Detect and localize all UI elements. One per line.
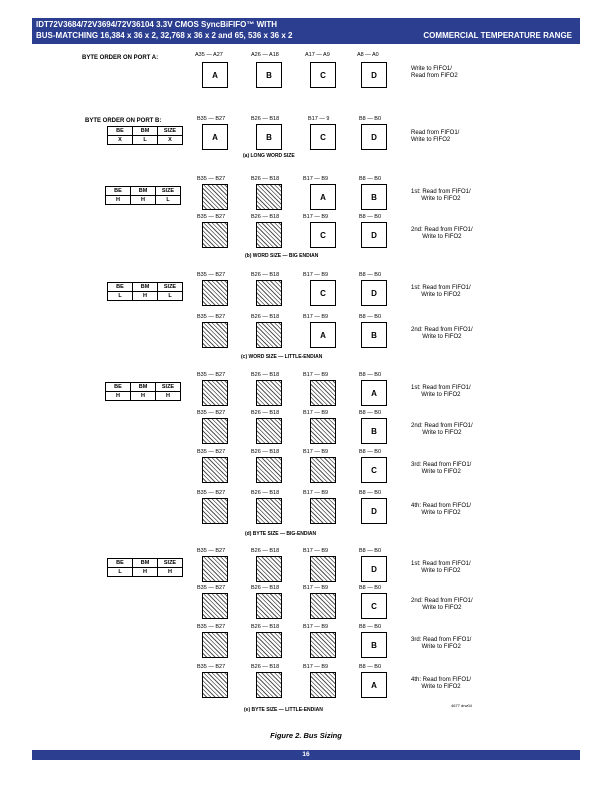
- byte-cell: A: [361, 672, 387, 698]
- port-b-note: Read from FIFO1/ Write to FIFO2: [411, 130, 460, 143]
- sequence-note: 1st: Read from FIFO1/ Write to FIFO2: [411, 385, 471, 398]
- byte-cell: [310, 457, 336, 483]
- bit-header: B26 — B18: [251, 624, 280, 630]
- bit-header: B26 — B18: [251, 214, 280, 220]
- byte-cell: [256, 498, 282, 524]
- be-value: H: [106, 196, 131, 205]
- bit-header: B8 — B0: [359, 624, 382, 630]
- byte-cell: [310, 380, 336, 406]
- size-header: SIZE: [158, 559, 183, 568]
- bit-header: B35 — B27: [197, 585, 226, 591]
- section-caption: (b) WORD SIZE — BIG ENDIAN: [245, 253, 319, 259]
- bm-value: H: [133, 568, 158, 577]
- port-a-label: BYTE ORDER ON PORT A:: [82, 55, 159, 61]
- byte-cell: A: [202, 124, 228, 150]
- port-a-note: Write to FIFO1/ Read from FIFO2: [411, 66, 458, 79]
- bit-header: B8 — B0: [359, 176, 382, 182]
- byte-cell: B: [361, 418, 387, 444]
- bit-header: B26 — B18: [251, 314, 280, 320]
- byte-cell: D: [361, 556, 387, 582]
- byte-cell: [256, 632, 282, 658]
- be-value: L: [108, 292, 133, 301]
- bit-header: B26 — B18: [251, 372, 280, 378]
- bm-value: H: [131, 196, 156, 205]
- bit-header: B35 — B27: [197, 272, 226, 278]
- bit-header: B17 — B9: [303, 272, 329, 278]
- bit-header: A35 — A27: [195, 52, 223, 58]
- mode-select-table: [105, 186, 181, 205]
- bm-value: H: [131, 392, 156, 401]
- bit-header: B26 — B18: [251, 272, 280, 278]
- byte-cell: [202, 457, 228, 483]
- be-header: BE: [108, 559, 133, 568]
- page-number: 16: [32, 750, 580, 760]
- size-value: H: [158, 568, 183, 577]
- byte-cell: [202, 280, 228, 306]
- mode-select-table: [107, 126, 183, 145]
- bit-header: B8 — B0: [359, 585, 382, 591]
- bit-header: B35 — B27: [197, 176, 226, 182]
- section-caption: (d) BYTE SIZE — BIG-ENDIAN: [245, 531, 317, 537]
- sequence-note: 2nd: Read from FIFO1/ Write to FIFO2: [411, 227, 473, 240]
- byte-cell: D: [361, 498, 387, 524]
- section-caption: (e) BYTE SIZE — LITTLE-ENDIAN: [244, 707, 323, 713]
- byte-cell: [256, 418, 282, 444]
- byte-cell: [202, 418, 228, 444]
- bit-header: B35 — B27: [197, 116, 226, 122]
- size-header: SIZE: [158, 283, 183, 292]
- bit-header: B17 — B9: [303, 372, 329, 378]
- byte-cell: [256, 457, 282, 483]
- bit-header: B17 — B9: [303, 490, 329, 496]
- bit-header: B35 — B27: [197, 214, 226, 220]
- bit-header: B8 — B0: [359, 272, 382, 278]
- port-b-label: BYTE ORDER ON PORT B:: [85, 118, 162, 124]
- bit-header: B35 — B27: [197, 410, 226, 416]
- byte-cell: A: [310, 322, 336, 348]
- be-header: BE: [108, 127, 133, 136]
- bit-header: B17 — B9: [303, 176, 329, 182]
- byte-cell: D: [361, 280, 387, 306]
- size-value: H: [156, 392, 181, 401]
- size-header: SIZE: [156, 187, 181, 196]
- bit-header: B26 — B18: [251, 116, 280, 122]
- byte-cell: [310, 498, 336, 524]
- byte-cell: [310, 672, 336, 698]
- header-title-line2: BUS-MATCHING 16,384 x 36 x 2, 32,768 x 36 x 2 and 65, 536 x 36 x 2: [36, 31, 293, 40]
- bit-header: B26 — B18: [251, 664, 280, 670]
- byte-cell: A: [310, 184, 336, 210]
- be-header: BE: [108, 283, 133, 292]
- byte-cell: [256, 380, 282, 406]
- byte-cell: D: [361, 222, 387, 248]
- byte-cell: [202, 556, 228, 582]
- bit-header: B8 — B0: [359, 490, 382, 496]
- bit-header: B17 — B9: [303, 664, 329, 670]
- be-value: L: [108, 568, 133, 577]
- bit-header: B8 — B0: [359, 548, 382, 554]
- bit-header: A8 — A0: [357, 52, 379, 58]
- mode-select-table: [107, 282, 183, 301]
- size-value: L: [158, 292, 183, 301]
- bit-header: B35 — B27: [197, 490, 226, 496]
- byte-cell: C: [310, 62, 336, 88]
- byte-cell: [202, 498, 228, 524]
- sequence-note: 2nd: Read from FIFO1/ Write to FIFO2: [411, 423, 473, 436]
- byte-cell: [310, 556, 336, 582]
- bit-header: B17 — B9: [303, 410, 329, 416]
- byte-cell: B: [361, 632, 387, 658]
- byte-cell: [256, 672, 282, 698]
- bit-header: B35 — B27: [197, 548, 226, 554]
- byte-cell: A: [361, 380, 387, 406]
- section-caption: (c) WORD SIZE — LITTLE-ENDIAN: [241, 354, 323, 360]
- mode-select-table: [105, 382, 181, 401]
- byte-cell: A: [202, 62, 228, 88]
- bit-header: B17 — B9: [303, 585, 329, 591]
- bit-header: B8 — B0: [359, 664, 382, 670]
- bit-header: B17 — B9: [303, 214, 329, 220]
- mode-select-table: [107, 558, 183, 577]
- sequence-note: 1st: Read from FIFO1/ Write to FIFO2: [411, 189, 471, 202]
- byte-cell: [256, 593, 282, 619]
- size-header: SIZE: [156, 383, 181, 392]
- byte-cell: [256, 280, 282, 306]
- byte-cell: [202, 632, 228, 658]
- bit-header: B17 — B9: [303, 624, 329, 630]
- sequence-note: 1st: Read from FIFO1/ Write to FIFO2: [411, 561, 471, 574]
- byte-cell: B: [361, 184, 387, 210]
- be-value: H: [106, 392, 131, 401]
- byte-cell: C: [310, 124, 336, 150]
- byte-cell: [256, 322, 282, 348]
- size-header: SIZE: [158, 127, 183, 136]
- byte-cell: [256, 184, 282, 210]
- bit-header: B26 — B18: [251, 490, 280, 496]
- bit-header: B8 — B0: [359, 410, 382, 416]
- size-value: L: [156, 196, 181, 205]
- sequence-note: 3rd: Read from FIFO1/ Write to FIFO2: [411, 462, 472, 475]
- sequence-note: 4th: Read from FIFO1/ Write to FIFO2: [411, 503, 472, 516]
- bm-header: BM: [131, 383, 156, 392]
- byte-cell: [310, 632, 336, 658]
- bit-header: B26 — B18: [251, 585, 280, 591]
- bit-header: B8 — B0: [359, 116, 382, 122]
- bm-header: BM: [133, 127, 158, 136]
- be-header: BE: [106, 187, 131, 196]
- sequence-note: 4th: Read from FIFO1/ Write to FIFO2: [411, 677, 472, 690]
- byte-cell: [310, 593, 336, 619]
- byte-cell: C: [310, 280, 336, 306]
- bm-value: H: [133, 292, 158, 301]
- bit-header: B8 — B0: [359, 214, 382, 220]
- bit-header: B35 — B27: [197, 449, 226, 455]
- byte-cell: D: [361, 124, 387, 150]
- bit-header: B35 — B27: [197, 314, 226, 320]
- section-caption: (a) LONG WORD SIZE: [243, 153, 295, 159]
- be-value: X: [108, 136, 133, 145]
- bm-value: L: [133, 136, 158, 145]
- bit-header: B17 — 9: [308, 116, 330, 122]
- byte-cell: B: [256, 62, 282, 88]
- sequence-note: 2nd: Read from FIFO1/ Write to FIFO2: [411, 327, 473, 340]
- bit-header: B26 — B18: [251, 410, 280, 416]
- sequence-note: 1st: Read from FIFO1/ Write to FIFO2: [411, 285, 471, 298]
- sequence-note: 3rd: Read from FIFO1/ Write to FIFO2: [411, 637, 472, 650]
- bm-header: BM: [133, 559, 158, 568]
- byte-cell: [256, 556, 282, 582]
- drawing-id: 4677 drw04: [451, 703, 472, 708]
- byte-cell: D: [361, 62, 387, 88]
- header-title-line1: IDT72V3684/72V3694/72V36104 3.3V CMOS SyncBiFIFO™ WITH: [36, 20, 277, 29]
- bit-header: B17 — B9: [303, 449, 329, 455]
- bit-header: A17 — A9: [305, 52, 330, 58]
- bit-header: B17 — B9: [303, 314, 329, 320]
- byte-cell: C: [361, 457, 387, 483]
- sequence-note: 2nd: Read from FIFO1/ Write to FIFO2: [411, 598, 473, 611]
- bit-header: B8 — B0: [359, 449, 382, 455]
- bit-header: B8 — B0: [359, 314, 382, 320]
- bit-header: B8 — B0: [359, 372, 382, 378]
- byte-cell: [256, 222, 282, 248]
- byte-cell: [310, 418, 336, 444]
- byte-cell: B: [256, 124, 282, 150]
- byte-cell: [202, 593, 228, 619]
- bm-header: BM: [131, 187, 156, 196]
- byte-cell: [202, 322, 228, 348]
- bit-header: B26 — B18: [251, 548, 280, 554]
- bit-header: B26 — B18: [251, 449, 280, 455]
- bit-header: B35 — B27: [197, 372, 226, 378]
- bit-header: B26 — B18: [251, 176, 280, 182]
- byte-cell: B: [361, 322, 387, 348]
- header-temperature-range: COMMERCIAL TEMPERATURE RANGE: [423, 31, 572, 40]
- byte-cell: [202, 672, 228, 698]
- byte-cell: [202, 222, 228, 248]
- page-header: [32, 18, 580, 44]
- byte-cell: C: [310, 222, 336, 248]
- byte-cell: [202, 184, 228, 210]
- figure-caption: Figure 2. Bus Sizing: [270, 731, 342, 740]
- bit-header: B35 — B27: [197, 624, 226, 630]
- be-header: BE: [106, 383, 131, 392]
- size-value: X: [158, 136, 183, 145]
- bit-header: B35 — B27: [197, 664, 226, 670]
- byte-cell: [202, 380, 228, 406]
- byte-cell: C: [361, 593, 387, 619]
- bit-header: B17 — B9: [303, 548, 329, 554]
- bit-header: A26 — A18: [251, 52, 279, 58]
- bm-header: BM: [133, 283, 158, 292]
